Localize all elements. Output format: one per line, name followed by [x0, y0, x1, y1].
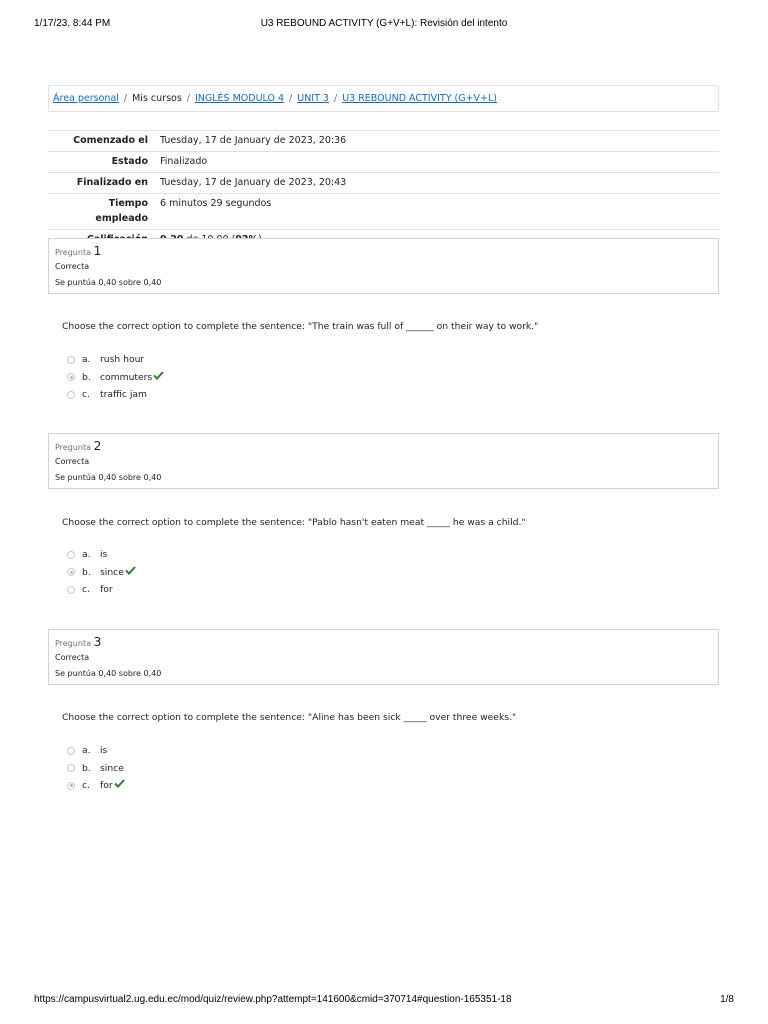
summary-label: Finalizado en — [48, 173, 156, 194]
summary-value: Tuesday, 17 de January de 2023, 20:43 — [156, 173, 719, 194]
question-text-1: Choose the correct option to complete the sentence: "The train was full of ______ on their way to work." — [62, 321, 539, 332]
answer-option-selected — [67, 777, 125, 795]
breadcrumb-link-area-personal[interactable]: Área personal — [53, 93, 119, 104]
radio-button[interactable] — [67, 551, 75, 559]
breadcrumb-separator: / — [186, 93, 190, 104]
correct-check-icon — [153, 371, 164, 380]
answer-list-1 — [67, 351, 164, 404]
breadcrumb-mis-cursos: Mis cursos — [132, 93, 182, 104]
question-grade: Se puntúa 0,40 sobre 0,40 — [55, 278, 162, 287]
option-text: commuters — [100, 371, 153, 383]
question-number — [55, 243, 712, 258]
option-letter: b. — [82, 762, 91, 774]
breadcrumb-separator: / — [289, 93, 293, 104]
radio-button-checked[interactable] — [67, 373, 75, 381]
question-info-3 — [48, 629, 719, 685]
answer-list-2 — [67, 546, 136, 599]
print-footer — [0, 994, 768, 1008]
summary-label — [48, 194, 156, 230]
answer-option — [67, 351, 164, 369]
option-text: is — [100, 745, 108, 757]
answer-option — [67, 742, 125, 760]
question-number-value: 1 — [93, 243, 102, 258]
option-text: since — [100, 762, 124, 774]
breadcrumb-separator: / — [123, 93, 128, 104]
option-letter: c. — [82, 780, 90, 792]
option-text: for — [100, 584, 113, 596]
question-number-value: 2 — [93, 438, 102, 453]
breadcrumb-link-course[interactable]: INGLÉS MODULO 4 — [194, 93, 285, 104]
summary-label-line: Tiempo — [108, 198, 148, 209]
radio-button-checked[interactable] — [67, 568, 75, 576]
question-number — [55, 634, 712, 649]
answer-option — [67, 386, 164, 404]
radio-button[interactable] — [67, 747, 75, 755]
question-text-3: Choose the correct option to complete the sentence: "Aline has been sick _____ over three weeks." — [62, 712, 517, 723]
question-label: Pregunta — [55, 639, 91, 648]
summary-label-line: empleado — [95, 213, 148, 224]
question-label: Pregunta — [55, 443, 91, 452]
answer-option-selected — [67, 369, 164, 387]
summary-row-finished — [48, 173, 719, 194]
option-letter: c. — [82, 584, 90, 596]
answer-option-selected — [67, 564, 136, 582]
question-label: Pregunta — [55, 248, 91, 257]
question-state: Correcta — [55, 457, 90, 466]
question-info-2 — [48, 433, 719, 489]
radio-button-checked[interactable] — [67, 782, 75, 790]
summary-label: Comenzado el — [48, 131, 156, 152]
attempt-summary-table — [48, 130, 719, 251]
radio-button[interactable] — [67, 586, 75, 594]
option-letter: a. — [82, 745, 91, 757]
breadcrumb-link-unit[interactable]: UNIT 3 — [297, 93, 329, 104]
breadcrumb — [48, 85, 719, 112]
question-state: Correcta — [55, 262, 90, 271]
summary-row-started — [48, 131, 719, 152]
answer-option — [67, 546, 136, 564]
answer-list-3 — [67, 742, 125, 795]
question-state: Correcta — [55, 653, 90, 662]
summary-row-state — [48, 152, 719, 173]
radio-button[interactable] — [67, 391, 75, 399]
question-text-2: Choose the correct option to complete the sentence: "Pablo hasn't eaten meat _____ he was a child." — [62, 517, 526, 528]
print-url: https://campusvirtual2.ug.edu.ec/mod/quiz/review.php?attempt=141600&cmid=370714#question-165351-18 — [34, 994, 512, 1005]
summary-value: Tuesday, 17 de January de 2023, 20:36 — [156, 131, 719, 152]
option-text: rush hour — [100, 354, 145, 366]
option-letter: c. — [82, 389, 90, 401]
option-text: since — [100, 566, 124, 578]
option-letter: b. — [82, 371, 91, 383]
summary-row-time — [48, 194, 719, 230]
print-page-number: 1/8 — [720, 994, 734, 1005]
option-text: for — [100, 780, 113, 792]
option-letter: a. — [82, 549, 91, 561]
print-title: U3 REBOUND ACTIVITY (G+V+L): Revisión del intento — [260, 18, 508, 29]
option-text: traffic jam — [100, 389, 147, 401]
radio-button[interactable] — [67, 764, 75, 772]
question-grade: Se puntúa 0,40 sobre 0,40 — [55, 669, 162, 678]
breadcrumb-link-activity[interactable]: U3 REBOUND ACTIVITY (G+V+L) — [342, 93, 498, 104]
summary-value: Finalizado — [156, 152, 719, 173]
print-header — [0, 18, 768, 32]
option-text: is — [100, 549, 108, 561]
correct-check-icon — [125, 566, 136, 575]
answer-option — [67, 581, 136, 599]
summary-label: Estado — [48, 152, 156, 173]
print-datetime: 1/17/23, 8:44 PM — [34, 18, 111, 29]
summary-value: 6 minutos 29 segundos — [156, 194, 719, 230]
correct-check-icon — [114, 779, 125, 788]
radio-button[interactable] — [67, 356, 75, 364]
question-number — [55, 438, 712, 453]
question-number-value: 3 — [93, 634, 102, 649]
question-grade: Se puntúa 0,40 sobre 0,40 — [55, 473, 162, 482]
breadcrumb-separator: / — [333, 93, 338, 104]
option-letter: a. — [82, 354, 91, 366]
answer-option — [67, 760, 125, 778]
option-letter: b. — [82, 566, 91, 578]
question-info-1 — [48, 238, 719, 294]
